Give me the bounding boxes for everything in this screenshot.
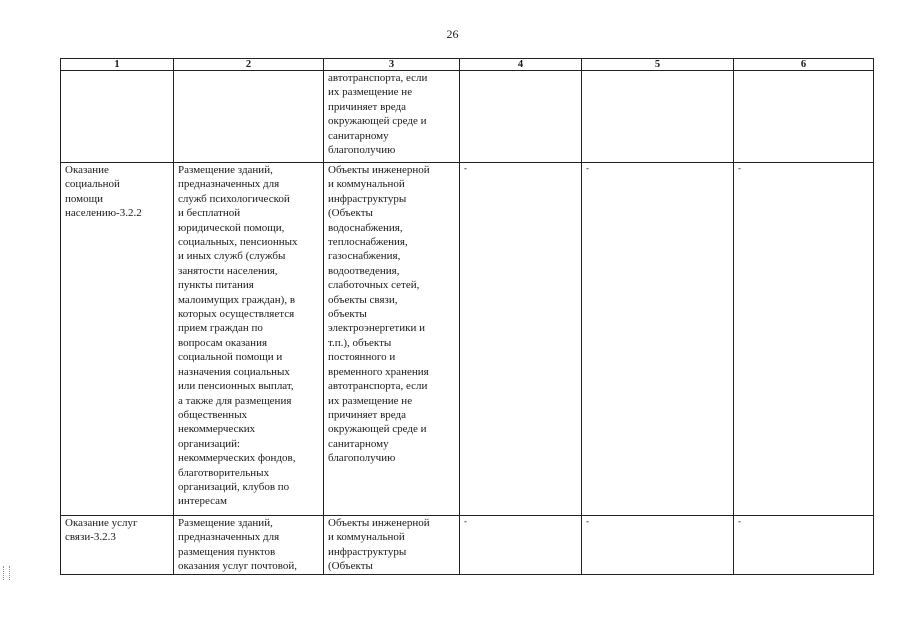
param-cell-4: - xyxy=(460,163,582,516)
table-row-continuation xyxy=(61,71,874,163)
use-description-cell: Размещение зданий, предназначенных для служб психологической и бесплатной юридической помощи, социальных, пенсионных и иных служб (службы занятости населения, пункты питания малоимущих граждан), в которых осуществляется прием граждан по вопросам оказания социальной помощи и назначения социальных или пенсионных выплат, а также для размещения общественных некоммерческих организаций: некоммерческих фондов, благотворительных организаций, клубов по интересам xyxy=(174,163,324,516)
param-cell-5: - xyxy=(582,163,734,516)
param-cell-5: - xyxy=(582,516,734,575)
header-row xyxy=(61,59,874,71)
use-type-cell: Оказание услуг связи-3.2.3 xyxy=(61,516,174,575)
column-header-3: 3 xyxy=(324,59,460,71)
page-number: 26 xyxy=(446,27,459,41)
use-type-cell: Оказание социальной помощи населению-3.2.2 xyxy=(61,163,174,516)
binding-margin-mark xyxy=(3,566,10,580)
param-cell-4: - xyxy=(460,516,582,575)
auxiliary-use-cell: Объекты инженерной и коммунальной инфраструктуры (Объекты xyxy=(324,516,460,575)
use-description-cell: Размещение зданий, предназначенных для размещения пунктов оказания услуг почтовой, xyxy=(174,516,324,575)
use-description-cell xyxy=(174,71,324,163)
auxiliary-use-cell: Объекты инженерной и коммунальной инфраструктуры (Объекты водоснабжения, теплоснабжения, газоснабжения, водоотведения, слаботочных сетей, объекты связи, объекты электроэнергетики и т.п.), объекты постоянного и временного хранения автотранспорта, если их размещение не причиняет вреда окружающей среде и санитарному благополучию xyxy=(324,163,460,516)
param-cell-6: - xyxy=(734,163,874,516)
table-row-social-assistance xyxy=(61,163,874,516)
param-cell-6: - xyxy=(734,516,874,575)
column-header-6: 6 xyxy=(734,59,874,71)
table-row-communication-services xyxy=(61,516,874,575)
column-header-4: 4 xyxy=(460,59,582,71)
use-type-cell xyxy=(61,71,174,163)
column-header-2: 2 xyxy=(174,59,324,71)
column-header-1: 1 xyxy=(61,59,174,71)
auxiliary-use-cell: автотранспорта, если их размещение не причиняет вреда окружающей среде и санитарному благополучию xyxy=(324,71,460,163)
param-cell-4 xyxy=(460,71,582,163)
param-cell-5 xyxy=(582,71,734,163)
column-header-5: 5 xyxy=(582,59,734,71)
param-cell-6 xyxy=(734,71,874,163)
zoning-table xyxy=(60,58,874,575)
